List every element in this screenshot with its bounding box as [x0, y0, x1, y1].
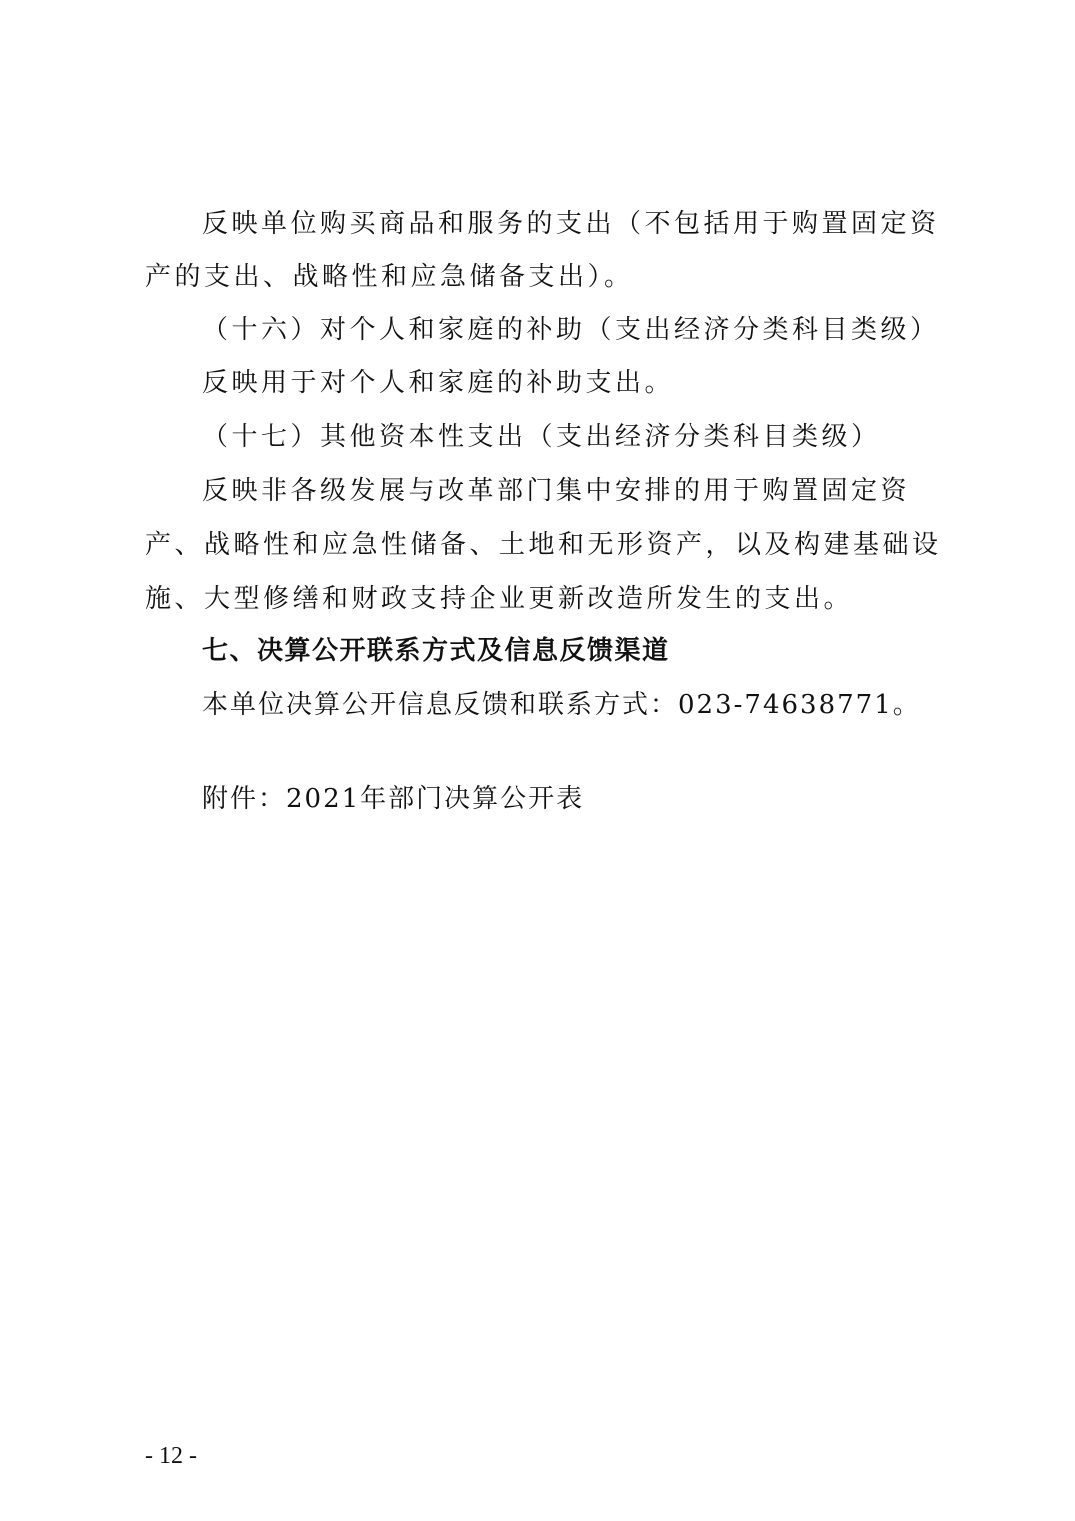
contact-line: 本单位决算公开信息反馈和联系方式：023-74638771。 — [202, 690, 921, 720]
section-heading: 七、决算公开联系方式及信息反馈渠道 — [202, 636, 670, 666]
paragraph-line: 反映单位购买商品和服务的支出（不包括用于购置固定资 — [202, 209, 940, 239]
subheading-line: （十六）对个人和家庭的补助（支出经济分类科目类级） — [202, 315, 940, 345]
paragraph-line: 施、大型修缮和财政支持企业更新改造所发生的支出。 — [145, 584, 854, 614]
paragraph-line: 反映非各级发展与改革部门集中安排的用于购置固定资 — [202, 476, 911, 506]
paragraph-line: 产的支出、战略性和应急储备支出）。 — [145, 262, 634, 292]
paragraph-line: 产、战略性和应急性储备、土地和无形资产，以及构建基础设 — [145, 530, 942, 560]
page-number: - 12 - — [145, 1443, 197, 1469]
subheading-line: （十七）其他资本性支出（支出经济分类科目类级） — [202, 422, 881, 452]
attachment-line: 附件：2021年部门决算公开表 — [202, 784, 585, 814]
paragraph-line: 反映用于对个人和家庭的补助支出。 — [202, 368, 675, 398]
